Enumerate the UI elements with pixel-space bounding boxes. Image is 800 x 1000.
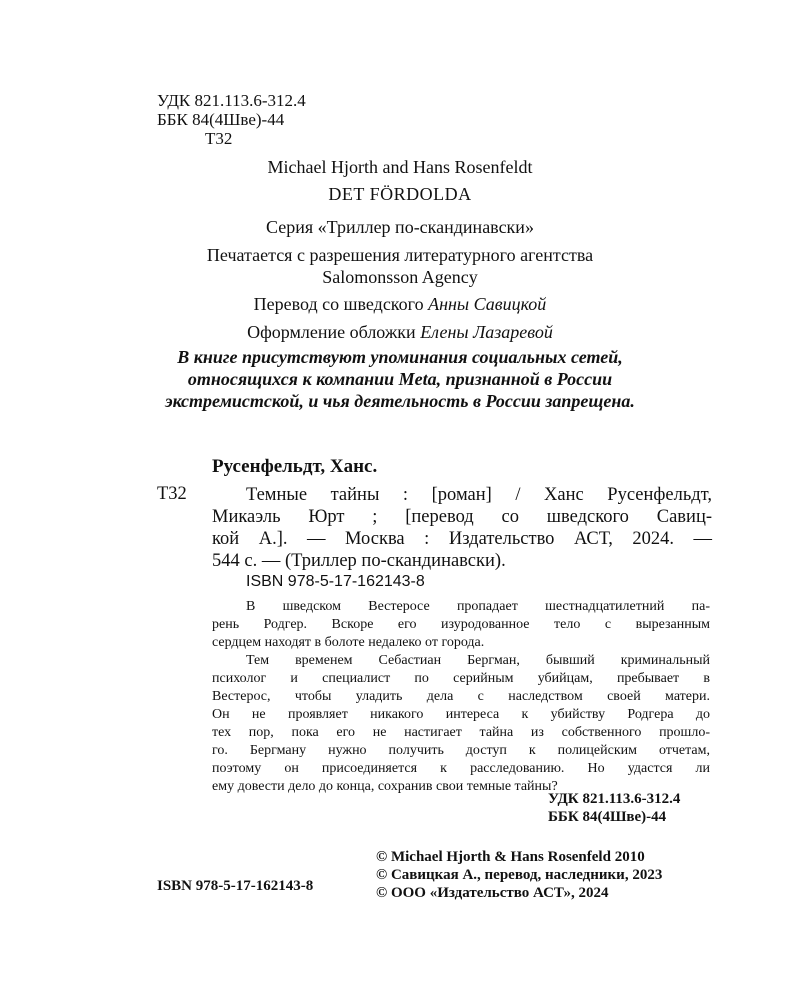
annotation-line: В шведском Вестеросе пропадает шестнадцатилетний па- bbox=[246, 599, 710, 614]
author-mark-top: Т32 bbox=[205, 129, 233, 148]
catalog-line-2: Микаэль Юрт ; [перевод со шведского Савиц- bbox=[212, 507, 712, 527]
annotation-line: сердцем находят в болоте недалеко от города. bbox=[212, 635, 485, 650]
cover-design-prefix: Оформление обложки bbox=[247, 322, 421, 342]
bbk-code-top: ББК 84(4Шве)-44 bbox=[157, 110, 285, 129]
catalog-isbn: ISBN 978-5-17-162143-8 bbox=[246, 573, 425, 590]
annotation-line: Тем временем Себастиан Бергман, бывший криминальный bbox=[246, 653, 710, 668]
annotation-line: психолог и специалист по серийным убийцам, пребывает в bbox=[212, 671, 710, 686]
copyright-line-2: © Савицкая А., перевод, наследники, 2023 bbox=[376, 867, 663, 883]
udk-code-bottom: УДК 821.113.6-312.4 bbox=[548, 791, 681, 807]
catalog-line-3: кой А.]. — Москва : Издательство АСТ, 2024. — bbox=[212, 529, 712, 549]
annotation-line: ему довести дело до конца, сохранив свои темные тайны? bbox=[212, 779, 558, 794]
permission-line-1: Печатается с разрешения литературного агентства bbox=[206, 245, 594, 265]
series-line: Серия «Триллер по-скандинавски» bbox=[266, 217, 534, 237]
meta-notice-line-3: экстремистской, и чья деятельность в России запрещена. bbox=[165, 391, 635, 411]
copyright-line-3: © ООО «Издательство АСТ», 2024 bbox=[376, 885, 609, 901]
original-authors: Michael Hjorth and Hans Rosenfeldt bbox=[267, 157, 533, 177]
annotation-line: го. Бергману нужно получить доступ к полицейским отчетам, bbox=[212, 743, 710, 758]
translation-credit bbox=[0, 294, 800, 315]
annotation-line: Вестерос, чтобы уладить дела с наследством своей матери. bbox=[212, 689, 710, 704]
annotation-line: Он не проявляет никакого интереса к убийству Родгера до bbox=[212, 707, 710, 722]
permission-line-2: Salomonsson Agency bbox=[322, 267, 478, 287]
annotation-line: тех пор, пока его не настигает тайна из собственного прошло- bbox=[212, 725, 710, 740]
cover-design-credit bbox=[0, 322, 800, 343]
annotation-line: рень Родгер. Вскоре его изуродованное тело с вырезанным bbox=[212, 617, 710, 632]
catalog-description bbox=[212, 484, 712, 572]
bbk-code-bottom: ББК 84(4Шве)-44 bbox=[548, 809, 667, 825]
catalog-line-4: 544 с. — (Триллер по-скандинавски). bbox=[212, 551, 506, 571]
meta-notice-line-2: относящихся к компании Meta, признанной в России bbox=[187, 369, 613, 389]
translation-prefix: Перевод со шведского bbox=[253, 294, 429, 314]
udk-code-top: УДК 821.113.6-312.4 bbox=[157, 91, 306, 110]
catalog-mark: Т32 bbox=[157, 484, 187, 504]
catalog-heading: Русенфельдт, Ханс. bbox=[212, 456, 378, 477]
isbn-bottom: ISBN 978-5-17-162143-8 bbox=[157, 878, 314, 894]
annotation bbox=[212, 598, 710, 796]
copyright-line-1: © Michael Hjorth & Hans Rosenfeld 2010 bbox=[376, 849, 645, 865]
original-title: DET FÖRDOLDA bbox=[328, 184, 472, 204]
cover-designer-name: Елены Лазаревой bbox=[420, 322, 553, 342]
meta-notice-line-1: В книге присутствуют упоминания социальных сетей, bbox=[177, 347, 623, 367]
translator-name: Анны Савицкой bbox=[428, 294, 547, 314]
annotation-line: поэтому он присоединяется к расследованию. Но удастся ли bbox=[212, 761, 710, 776]
catalog-line-1: Темные тайны : [роман] / Ханс Русенфельдт, bbox=[246, 485, 712, 505]
